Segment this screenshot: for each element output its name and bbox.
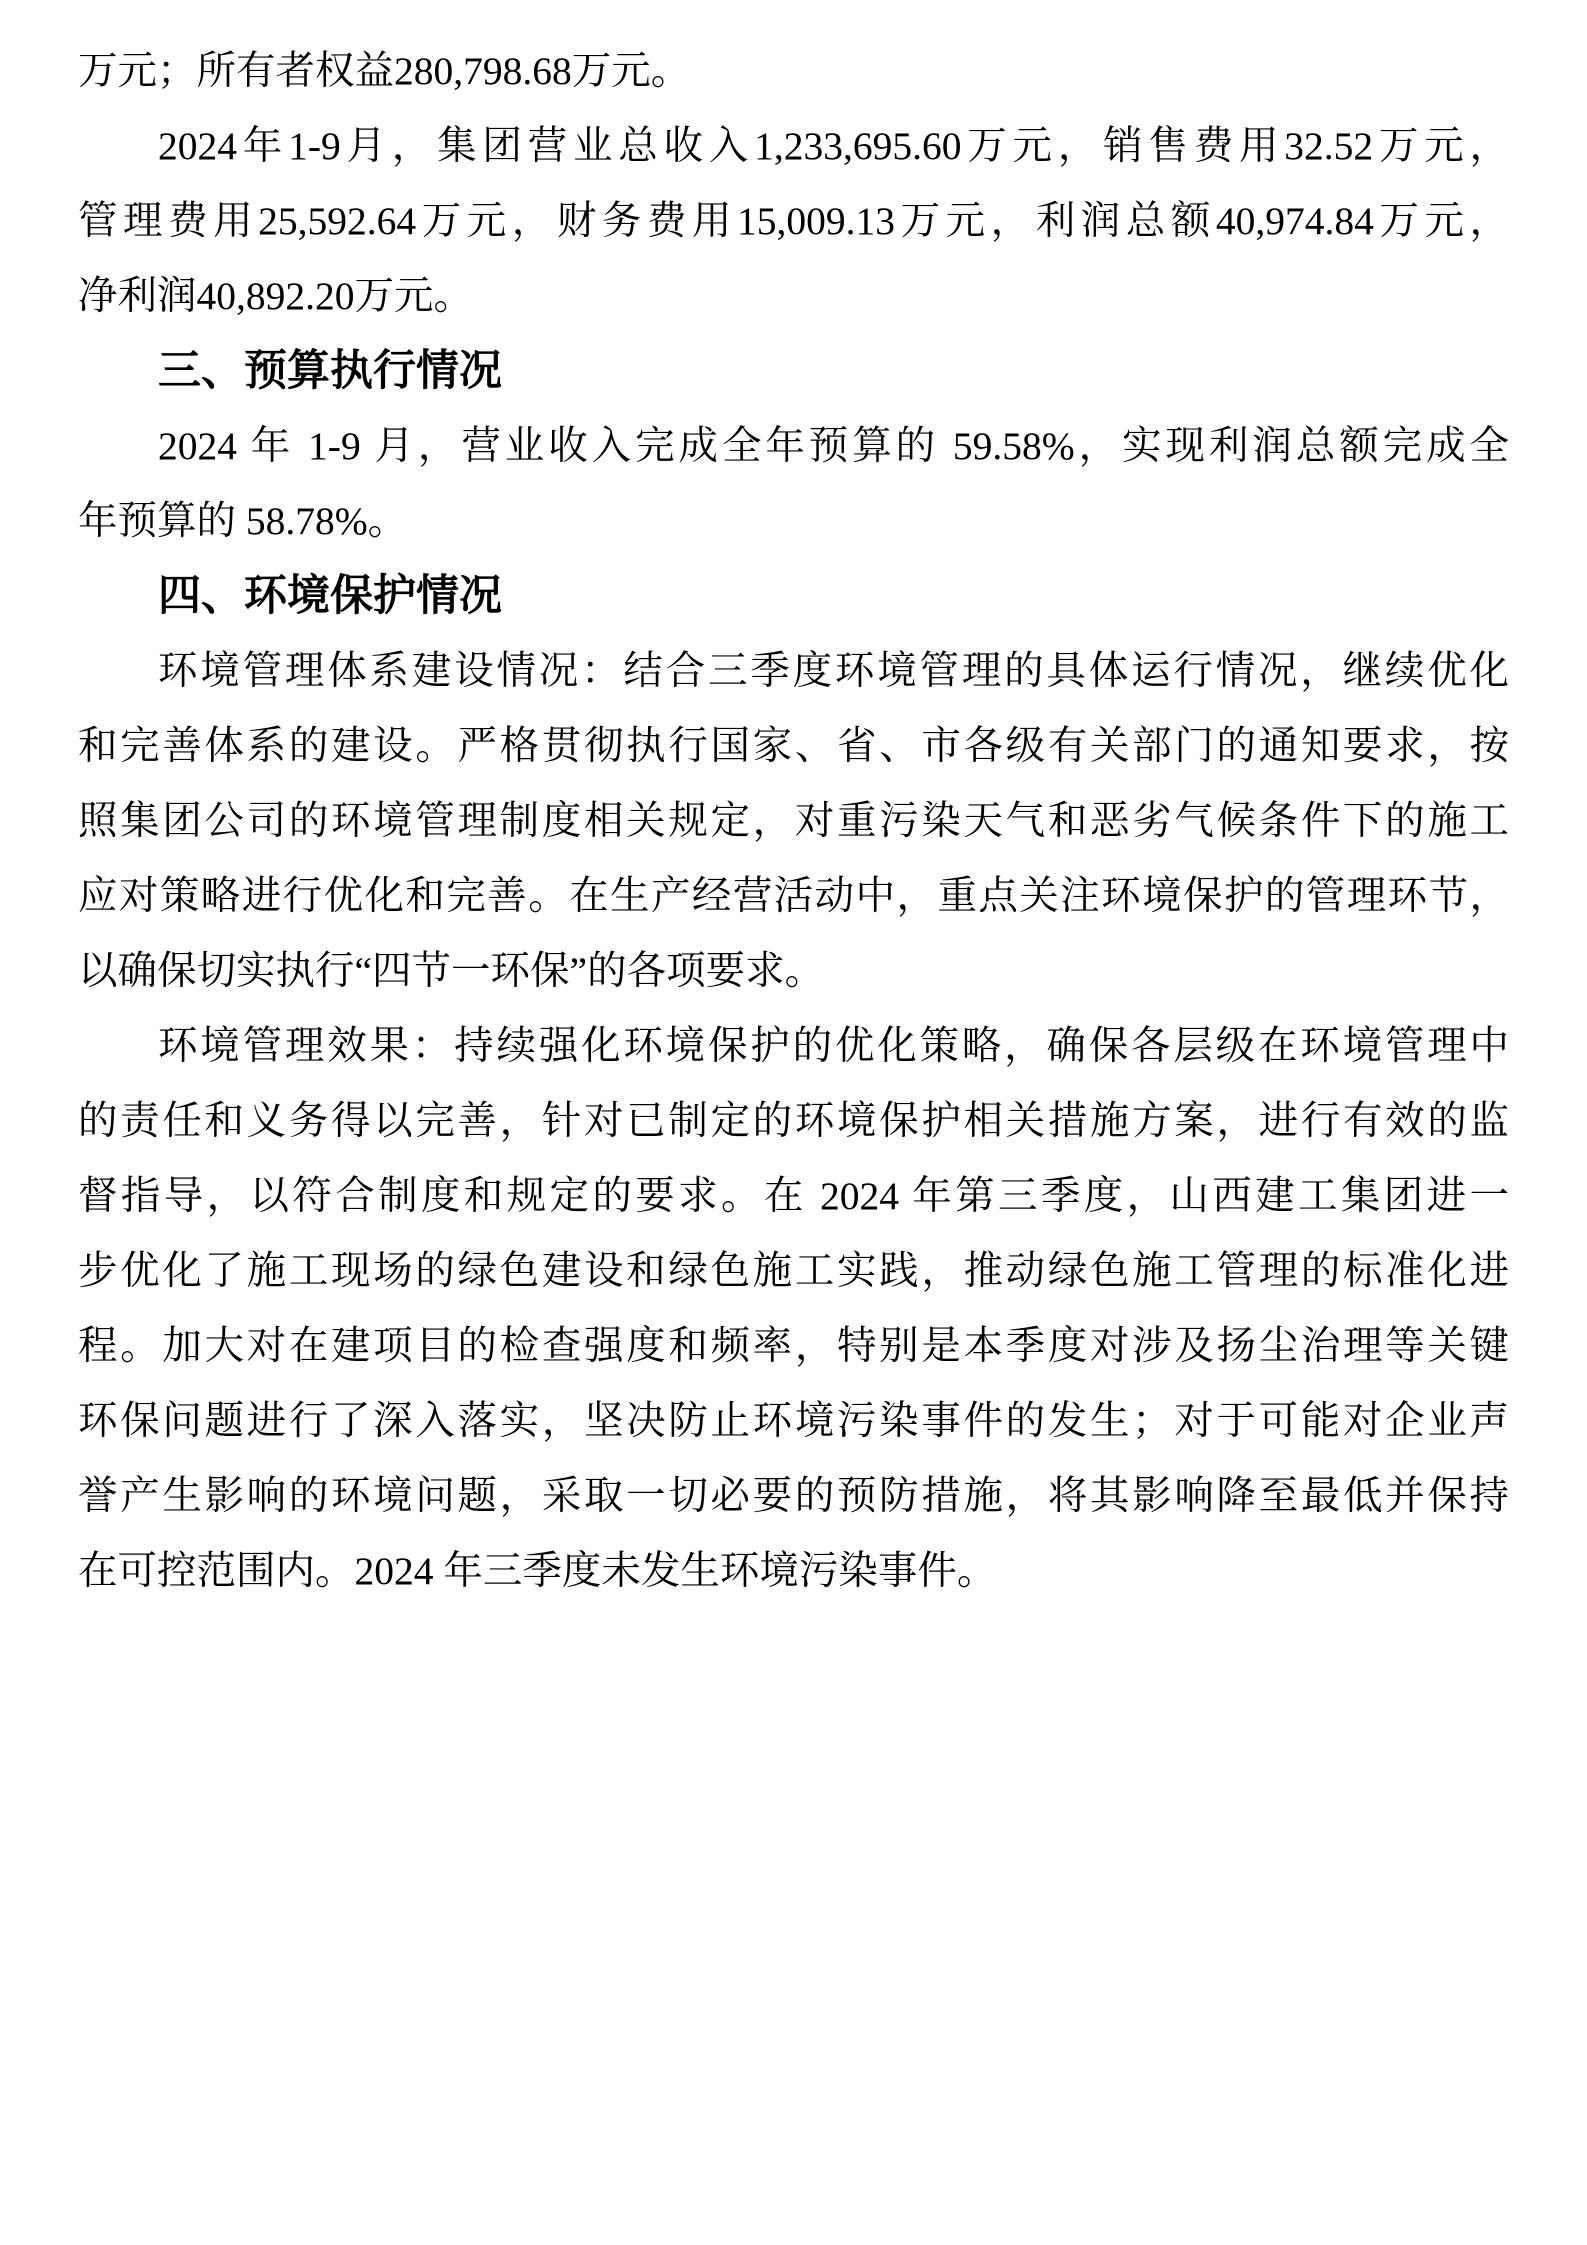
text-line: 环保问题进行了深入落实，坚决防止环境污染事件的发生；对于可能对企业声 (78, 1399, 1509, 1443)
section-heading-budget: 三、预算执行情况 (158, 347, 502, 395)
text-line: 年预算的 58.78%。 (78, 499, 408, 543)
text-line: 誉产生影响的环境问题，采取一切必要的预防措施，将其影响降至最低并保持 (78, 1474, 1509, 1518)
text-line: 万元；所有者权益280,798.68万元。 (78, 49, 691, 93)
text-line: 在可控范围内。2024 年三季度未发生环境污染事件。 (78, 1549, 997, 1593)
text-line: 以确保切实执行“四节一环保”的各项要求。 (78, 949, 825, 993)
text-line: 程。加大对在建项目的检查强度和频率，特别是本季度对涉及扬尘治理等关键 (78, 1324, 1509, 1368)
text-line: 净利润40,892.20万元。 (78, 274, 473, 318)
text-line: 的责任和义务得以完善，针对已制定的环境保护相关措施方案，进行有效的监 (78, 1099, 1509, 1143)
text-line: 2024 年 1-9 月，营业收入完成全年预算的 59.58%，实现利润总额完成全 (158, 424, 1509, 468)
text-line: 和完善体系的建设。严格贯彻执行国家、省、市各级有关部门的通知要求，按 (78, 724, 1509, 768)
text-line: 照集团公司的环境管理制度相关规定，对重污染天气和恶劣气候条件下的施工 (78, 799, 1509, 843)
text-line: 环境管理效果：持续强化环境保护的优化策略，确保各层级在环境管理中 (158, 1024, 1509, 1068)
text-line: 步优化了施工现场的绿色建设和绿色施工实践，推动绿色施工管理的标准化进 (78, 1249, 1509, 1293)
text-line: 2024年1-9月，集团营业总收入1,233,695.60万元，销售费用32.52万元， (158, 124, 1509, 168)
text-line: 督指导，以符合制度和规定的要求。在 2024 年第三季度，山西建工集团进一 (78, 1174, 1509, 1218)
text-line: 环境管理体系建设情况：结合三季度环境管理的具体运行情况，继续优化 (158, 649, 1509, 693)
section-heading-environment: 四、环境保护情况 (158, 572, 502, 620)
text-line: 管理费用25,592.64万元，财务费用15,009.13万元，利润总额40,974.84万元， (78, 199, 1509, 243)
text-line: 应对策略进行优化和完善。在生产经营活动中，重点关注环境保护的管理环节， (78, 874, 1509, 918)
